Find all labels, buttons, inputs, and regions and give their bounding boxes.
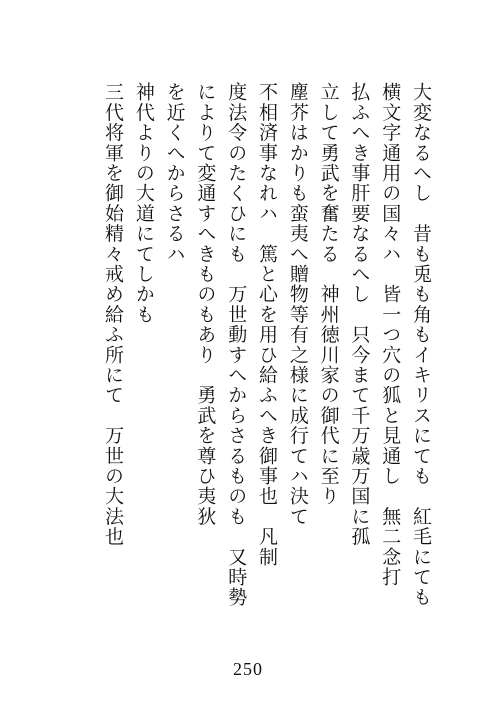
text-line-9: を近くへからさるハ <box>163 82 186 264</box>
text-line-8: によりて変通すへきものもあり 勇武を尊ひ夷狄 <box>194 82 217 527</box>
page-number: 250 <box>233 659 263 679</box>
text-line-1: 大変なるへし 昔も兎も角もイキリスにても 紅毛にても <box>410 82 432 608</box>
text-line-6: 不相済事なれハ 篤と心を用ひ給ふへき御事也 凡制 <box>256 82 279 567</box>
text-line-10: 神代よりの大道にてしかも <box>132 82 155 325</box>
text-line-5: 塵芥はかりも蛮夷へ贈物等有之様に成行てハ決て <box>286 82 309 527</box>
text-line-2: 横文字通用の国々ハ 皆一つ穴の狐と見通し 無二念打 <box>379 82 402 587</box>
vertical-text-body <box>97 82 436 608</box>
text-line-7: 度法令のたくひにも 万世動すへからさるものも 又時勢 <box>225 82 248 608</box>
text-line-11: 三代将軍を御始精々戒め給ふ所にて 万世の大法也 <box>102 82 125 547</box>
text-line-3: 払ふへき事肝要なるへし 只今まて千万歳万国に孤 <box>348 82 371 547</box>
text-line-4: 立して勇武を奮たる 神州徳川家の御代に至り <box>317 82 340 507</box>
